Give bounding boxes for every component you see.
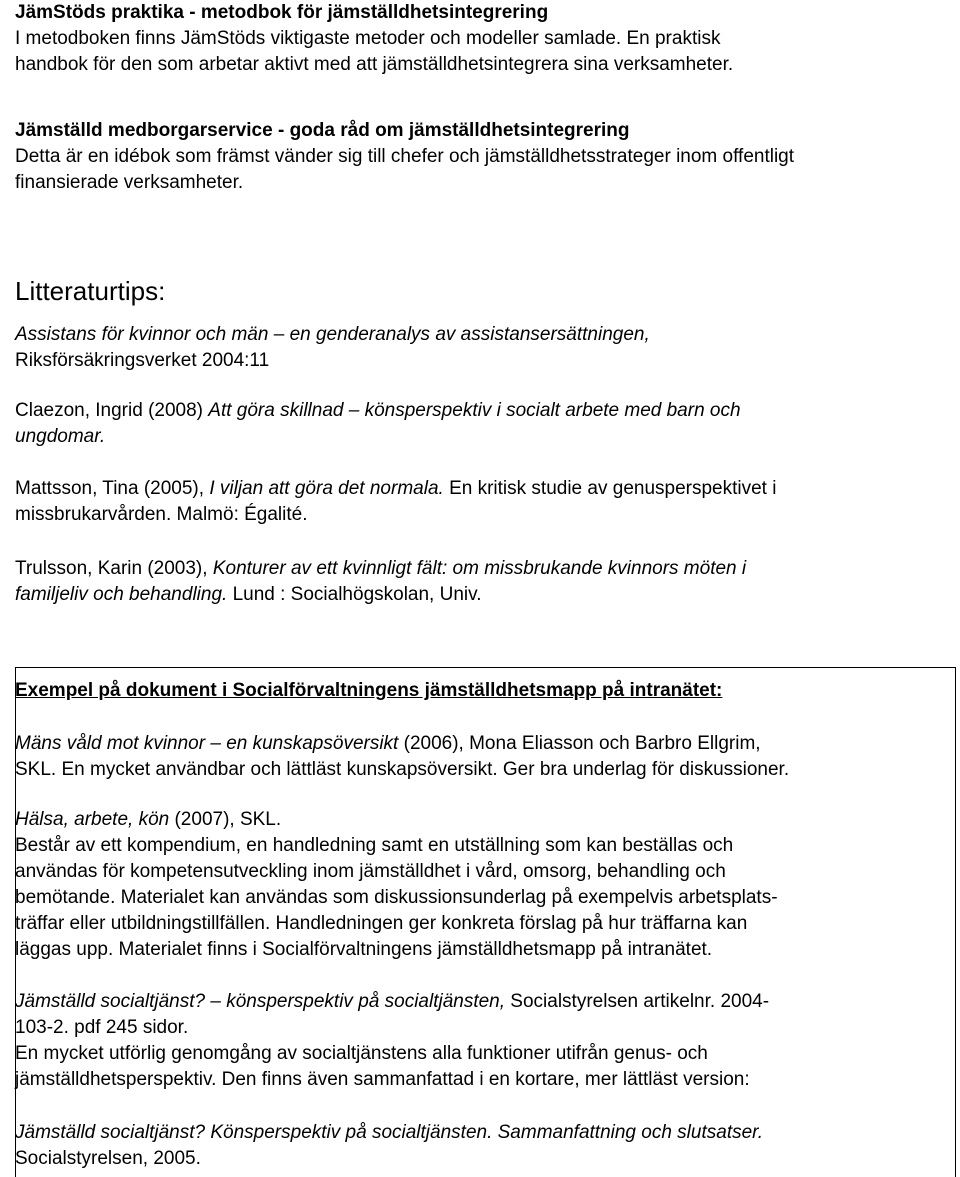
example-line-2: Socialstyrelsen, 2005.: [15, 1148, 201, 1169]
literature-title-cont: familjeliv och behandling.: [15, 584, 228, 605]
example-line-1: [15, 731, 945, 757]
medborgar-line-2: finansierade verksamheter.: [15, 172, 244, 193]
example-line-2: SKL. En mycket användbar och lättläst kunskapsöversikt. Ger bra underlag för diskussioner.: [15, 759, 790, 780]
literature-title: Konturer av ett kvinnligt fält: om missbrukande kvinnors möten i: [212, 558, 747, 579]
example-sammanfattning: [15, 1120, 945, 1172]
example-mans-vald: [15, 731, 945, 783]
jamstod-line-1: I metodboken finns JämStöds viktigaste metoder och modeller samlade. En praktisk: [15, 28, 721, 49]
example-title: Hälsa, arbete, kön: [15, 809, 170, 830]
literature-subtitle: En kritisk studie av genusperspektivet i: [443, 478, 777, 499]
literature-entry: [15, 322, 945, 374]
example-halsa: [15, 807, 945, 963]
jamstod-section: [15, 0, 945, 78]
example-line-2: 103-2. pdf 245 sidor.: [15, 1017, 189, 1038]
jamstod-line-2: handbok för den som arbetar aktivt med att jämställdhetsintegrera sina verksamheter.: [15, 54, 734, 75]
literature-author: Claezon, Ingrid (2008): [15, 400, 209, 421]
example-desc-line: Består av ett kompendium, en handledning samt en utställning som kan beställas och: [15, 835, 734, 856]
example-socialtjanst: [15, 989, 945, 1093]
jamstod-title: JämStöds praktika - metodbok för jämställdhetsintegrering: [15, 2, 549, 23]
literature-entry-line-2: Riksförsäkringsverket 2004:11: [15, 350, 270, 371]
literature-title: Att göra skillnad – könsperspektiv i socialt arbete med barn och: [208, 400, 741, 421]
example-desc-line: träffar eller utbildningstillfällen. Handledningen ger konkreta förslag på hur träffarna kan: [15, 913, 748, 934]
literature-author: Mattsson, Tina (2005),: [15, 478, 210, 499]
examples-heading: [15, 678, 945, 704]
literature-entry: [15, 398, 945, 450]
literature-entry-line-1: [15, 556, 945, 582]
example-title: Jämställd socialtjänst? – könsperspektiv på socialtjänsten,: [15, 991, 506, 1012]
example-line-4: jämställdhetsperspektiv. Den finns även sammanfattad i en kortare, mer lättläst version:: [15, 1069, 750, 1090]
medborgar-line-1: Detta är en idébok som främst vänder sig till chefer och jämställdhetsstrateger inom offentligt: [15, 146, 795, 167]
literature-title: I viljan att göra det normala.: [209, 478, 444, 499]
medborgar-title: Jämställd medborgarservice - goda råd om jämställdhetsintegrering: [15, 120, 630, 141]
example-desc-line: bemötande. Materialet kan användas som diskussionsunderlag på exempelvis arbetsplats-: [15, 887, 778, 908]
example-line-3: En mycket utförlig genomgång av socialtjänstens alla funktioner utifrån genus- och: [15, 1043, 708, 1064]
literature-entry-line-2: missbrukarvården. Malmö: Égalité.: [15, 504, 308, 525]
example-line-1: Jämställd socialtjänst? Könsperspektiv på socialtjänsten. Sammanfattning och slutsatser.: [15, 1122, 764, 1143]
example-title: Mäns våld mot kvinnor – en kunskapsöversikt: [15, 733, 399, 754]
example-line-1: [15, 807, 945, 833]
literature-author: Trulsson, Karin (2003),: [15, 558, 213, 579]
literature-entry-line-2: [15, 582, 945, 608]
example-line-1: [15, 989, 945, 1015]
example-meta: (2007), SKL.: [169, 809, 282, 830]
literature-entry-line-2: ungdomar.: [15, 426, 106, 447]
literature-publisher: Lund : Socialhögskolan, Univ.: [227, 584, 482, 605]
example-desc-line: läggas upp. Materialet finns i Socialförvaltningens jämställdhetsmapp på intranätet.: [15, 939, 713, 960]
literature-entry: [15, 476, 945, 528]
example-desc-line: användas för kompetensutveckling inom jämställdhet i vård, omsorg, behandling och: [15, 861, 726, 882]
literature-entry-line-1: [15, 476, 945, 502]
literature-entry-line-1: Assistans för kvinnor och män – en genderanalys av assistansersättningen,: [15, 324, 650, 345]
literature-entry-line-1: [15, 398, 945, 424]
medborgar-section: [15, 118, 945, 196]
example-meta: (2006), Mona Eliasson och Barbro Ellgrim,: [398, 733, 761, 754]
literature-heading: Litteraturtips:: [15, 276, 166, 306]
examples-heading-text: Exempel på dokument i Socialförvaltningens jämställdhetsmapp på intranätet:: [15, 680, 723, 701]
literature-entry: [15, 556, 945, 608]
example-meta: Socialstyrelsen artikelnr. 2004-: [505, 991, 770, 1012]
